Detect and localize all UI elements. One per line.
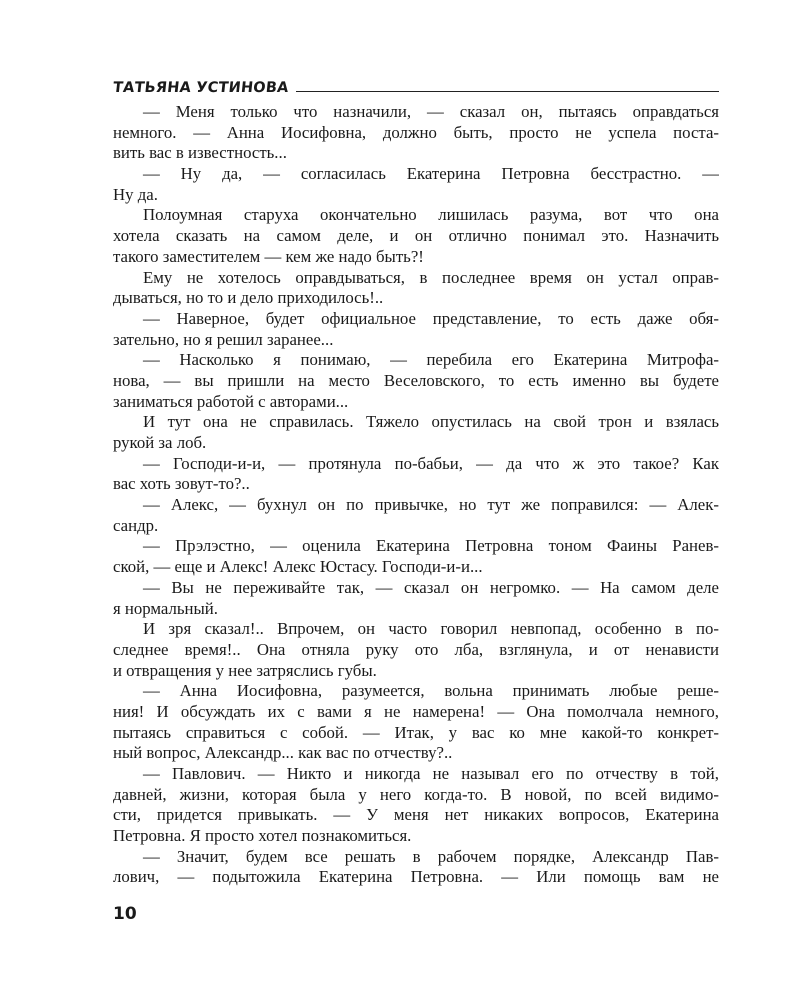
text-line: вас хоть зовут-то?..: [113, 474, 250, 494]
paragraph: [113, 847, 719, 888]
paragraph: [113, 309, 719, 350]
text-line: И зря сказал!.. Впрочем, он часто говорил невпопад, особенно в по-: [143, 619, 719, 639]
text-line: ской, — еще и Алекс! Алекс Юстасу. Господи-и-и...: [113, 557, 483, 577]
text-line: пытаясь справиться с собой. — Итак, у вас ко мне какой-то конкрет-: [113, 722, 719, 742]
paragraph: [113, 454, 719, 495]
text-line: давней, жизни, которая была у него когда-то. В новой, по всей видимо-: [113, 784, 719, 804]
text-line: И тут она не справилась. Тяжело опустилась на свой трон и взялась: [143, 412, 719, 432]
author-name: ТАТЬЯНА УСТИНОВА: [112, 80, 290, 96]
paragraph: [113, 764, 719, 847]
text-line: — Наверное, будет официальное представление, то есть даже обя-: [143, 308, 719, 328]
text-line: Ему не хотелось оправдываться, в последнее время он устал оправ-: [143, 267, 719, 287]
text-line: — Господи-и-и, — протянула по-бабьи, — да что ж это такое? Как: [143, 453, 719, 473]
text-line: нова, — вы пришли на место Веселовского, то есть именно вы будете: [113, 370, 719, 390]
text-line: дываться, но то и дело приходилось!..: [113, 288, 384, 308]
text-line: рукой за лоб.: [113, 433, 207, 452]
paragraph: [113, 350, 719, 412]
text-line: Ну да.: [113, 184, 158, 204]
text-line: — Значит, будем все решать в рабочем порядке, Александр Пав-: [143, 846, 719, 866]
text-line: зательно, но я решил заранее...: [113, 329, 334, 349]
text-line: ный вопрос, Александр... как вас по отчеству?..: [113, 743, 453, 763]
text-line: — Анна Иосифовна, разумеется, вольна принимать любые реше-: [143, 681, 719, 701]
text-line: — Вы не переживайте так, — сказал он негромко. — На самом деле: [143, 577, 719, 597]
text-line: вить вас в известность...: [113, 143, 287, 163]
text-line: сти, придется привыкать. — У меня нет никаких вопросов, Екатерина: [113, 805, 719, 825]
text-line: я нормальный.: [113, 598, 218, 618]
text-line: — Ну да, — согласилась Екатерина Петровна бесстрастно. —: [143, 164, 719, 184]
text-line: и отвращения у нее затряслись губы.: [113, 660, 377, 680]
text-line: ния! И обсуждать их с вами я не намерена! — Она помолчала немного,: [113, 701, 719, 721]
header-rule: [296, 91, 719, 92]
paragraph: [113, 495, 719, 536]
text-line: немного. — Анна Иосифовна, должно быть, просто не успела поста-: [113, 122, 719, 142]
paragraph: [113, 205, 719, 267]
paragraph: [113, 619, 719, 681]
text-line: — Алекс, — бухнул он по привычке, но тут же поправился: — Алек-: [143, 495, 719, 515]
text-line: — Насколько я понимаю, — перебила его Екатерина Митрофа-: [143, 350, 719, 370]
text-line: — Прэлэстно, — оценила Екатерина Петровна тоном Фаины Ранев-: [143, 536, 719, 556]
text-line: лович, — подытожила Екатерина Петровна. — Или помощь вам не: [113, 867, 719, 887]
paragraph: [113, 102, 719, 164]
text-line: Петровна. Я просто хотел познакомиться.: [113, 826, 412, 846]
page-number: 10: [113, 904, 137, 924]
text-line: заниматься работой с авторами...: [113, 391, 349, 411]
text-line: Полоумная старуха окончательно лишилась разума, вот что она: [143, 205, 719, 225]
text-line: сандр.: [113, 515, 159, 535]
paragraph: [113, 681, 719, 764]
page-body-text: [113, 102, 719, 888]
running-header: [113, 74, 719, 96]
text-line: следнее время!.. Она отняла руку ото лба, взглянула, и от ненависти: [113, 639, 719, 659]
paragraph: [113, 412, 719, 453]
paragraph: [113, 268, 719, 309]
text-line: такого заместителем — кем же надо быть?!: [113, 246, 424, 266]
text-line: — Меня только что назначили, — сказал он, пытаясь оправдаться: [143, 102, 719, 121]
text-line: — Павлович. — Никто и никогда не называл его по отчеству в той,: [143, 764, 719, 783]
paragraph: [113, 578, 719, 619]
text-line: хотела сказать на самом деле, и он отлично понимал это. Назначить: [113, 226, 719, 246]
paragraph: [113, 536, 719, 577]
paragraph: [113, 164, 719, 205]
